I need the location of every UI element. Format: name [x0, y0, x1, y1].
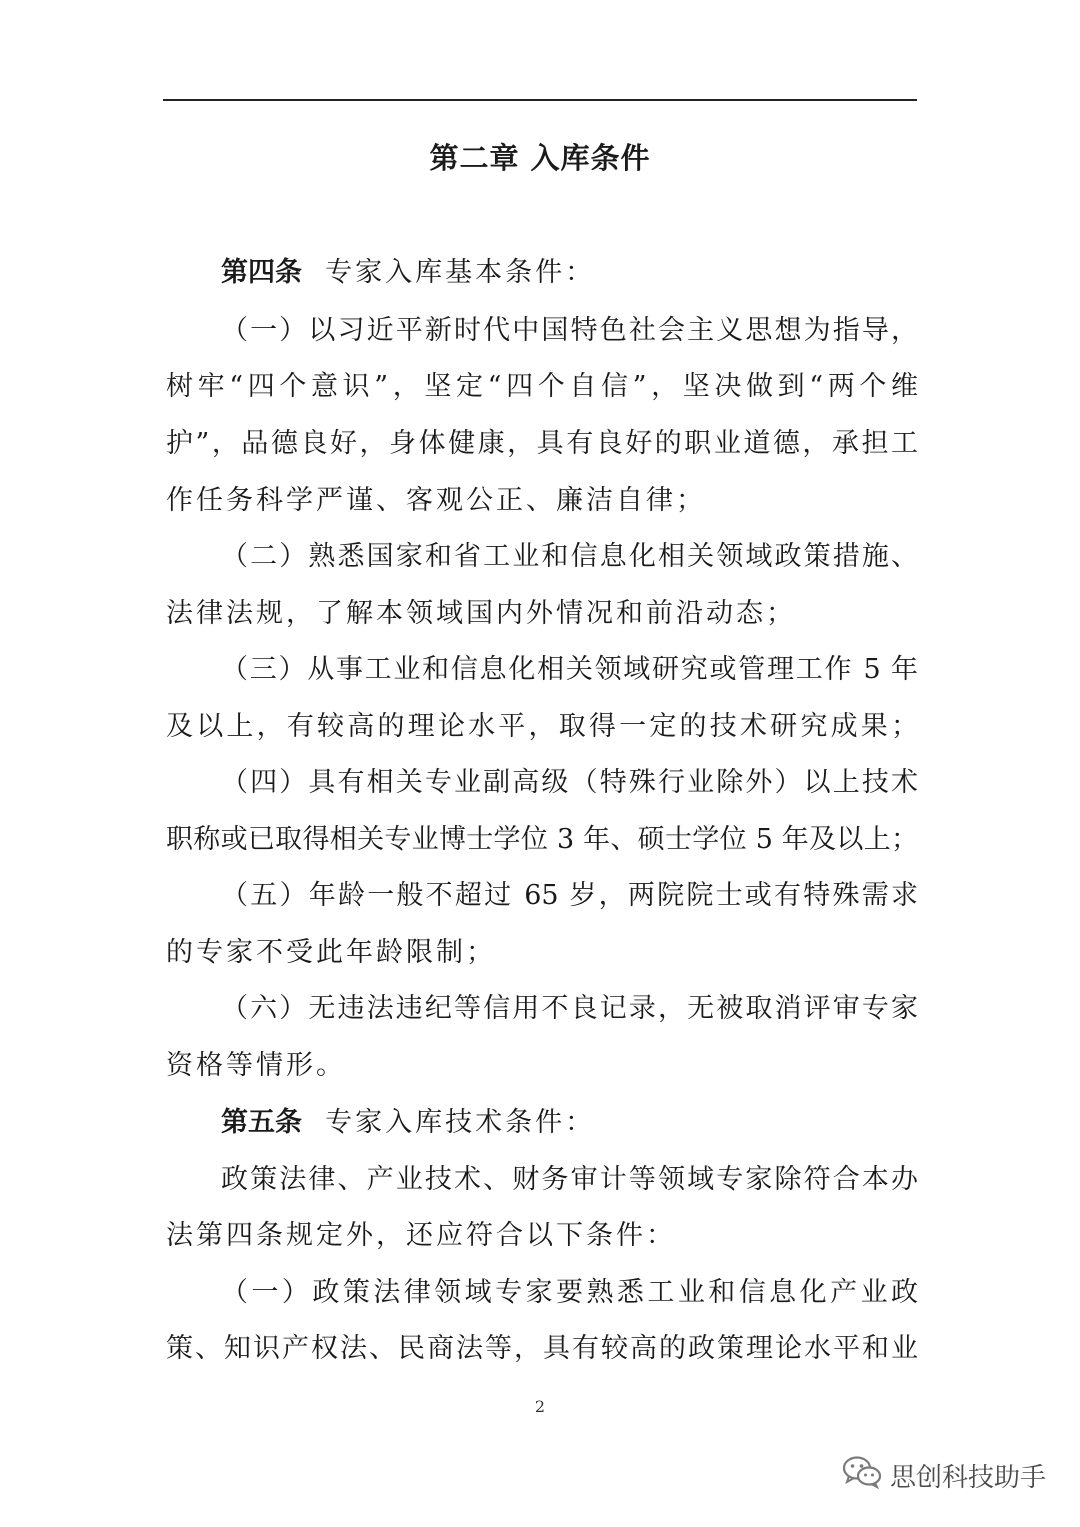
article4-line: 资格等情形。 [166, 1050, 346, 1081]
article4-line: 树牢“四个意识”，坚定“四个自信”，坚决做到“两个维 [166, 371, 918, 402]
article4-line: 及以上，有较高的理论水平，取得一定的技术研究成果； [166, 711, 918, 742]
article4-line: 护”，品德良好，身体健康，具有良好的职业道德，承担工 [166, 428, 918, 459]
article4-line: 职称或已取得相关专业博士学位 3 年、硕士学位 5 年及以上； [166, 824, 918, 855]
article4-line: （六）无违法违纪等信用不良记录，无被取消评审专家 [221, 993, 918, 1024]
article4-line: （五）年龄一般不超过 65 岁，两院院士或有特殊需求 [221, 880, 918, 911]
article4-heading-line [221, 253, 918, 293]
article4-line: （二）熟悉国家和省工业和信息化相关领域政策措施、 [221, 541, 918, 572]
article4-heading: 专家入库基本条件： [325, 257, 596, 288]
article5-title: 第五条 [221, 1107, 302, 1138]
article5-line: 策、知识产权法、民商法等，具有较高的政策理论水平和业 [166, 1333, 918, 1364]
header-rule [163, 99, 917, 101]
article5-line: 法第四条规定外，还应符合以下条件： [166, 1220, 676, 1251]
article5-heading-line [221, 1103, 918, 1143]
article5-line: （一）政策法律领域专家要熟悉工业和信息化产业政 [221, 1277, 918, 1308]
article4-line: （四）具有相关专业副高级（特殊行业除外）以上技术 [221, 767, 918, 798]
article5-heading: 专家入库技术条件： [325, 1107, 596, 1138]
wechat-icon [842, 1455, 882, 1496]
article5-line: 政策法律、产业技术、财务审计等领域专家除符合本办 [221, 1164, 918, 1195]
watermark-label: 思创科技助手 [889, 1462, 1046, 1493]
article4-line: （三）从事工业和信息化相关领域研究或管理工作 5 年 [221, 654, 918, 685]
article4-line: 作任务科学严谨、客观公正、廉洁自律； [166, 485, 706, 516]
page-number: 2 [534, 1397, 546, 1416]
article4-title: 第四条 [221, 257, 302, 288]
article4-line: 的专家不受此年龄限制； [166, 937, 496, 968]
watermark [842, 1455, 1046, 1495]
article4-line: （一）以习近平新时代中国特色社会主义思想为指导， [221, 315, 918, 346]
chapter-title: 第二章 入库条件 [429, 141, 651, 175]
article4-line: 法律法规，了解本领域国内外情况和前沿动态； [166, 598, 796, 629]
